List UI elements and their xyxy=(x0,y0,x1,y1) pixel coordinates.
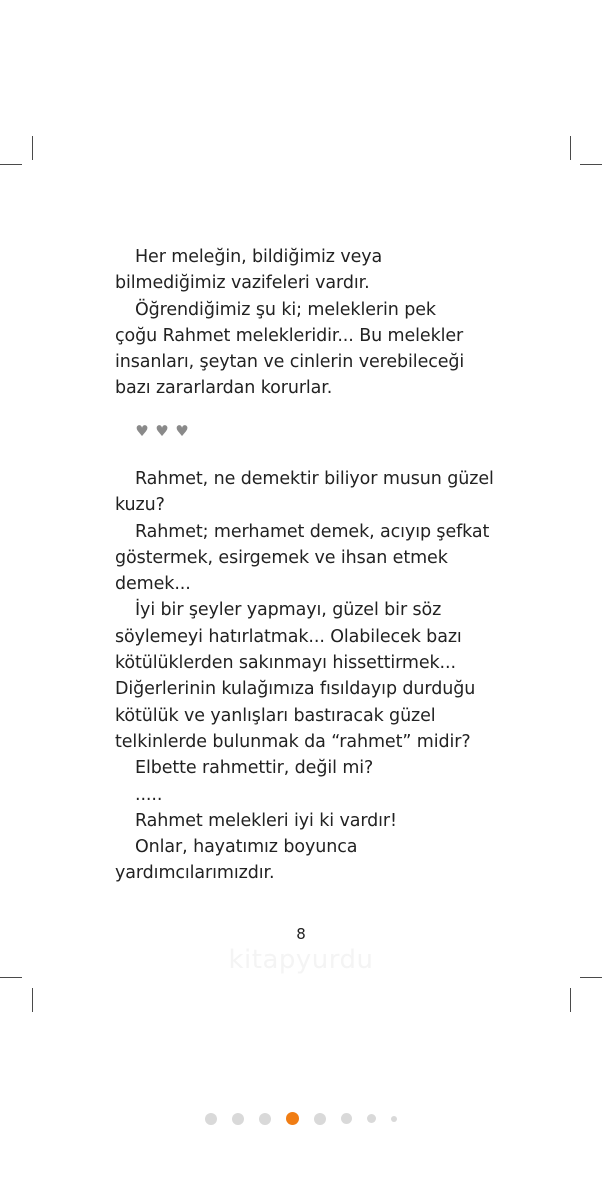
text-line: yardımcılarımızdır. xyxy=(115,863,275,884)
crop-mark-bottom-left-horizontal xyxy=(0,977,22,978)
crop-mark-top-right-horizontal xyxy=(580,164,602,165)
text-line: bazı zararlardan korurlar. xyxy=(115,378,333,399)
page-dot-active[interactable] xyxy=(286,1112,299,1125)
page-dot[interactable] xyxy=(341,1113,352,1124)
crop-mark-bottom-left-vertical xyxy=(32,988,33,1012)
crop-mark-bottom-right-horizontal xyxy=(580,977,602,978)
text-line: kuzu? xyxy=(115,495,165,516)
text-line: Elbette rahmettir, değil mi? xyxy=(135,758,374,779)
page-dot[interactable] xyxy=(259,1113,271,1125)
text-line: Her meleğin, bildiğimiz veya xyxy=(135,247,383,267)
page-dot[interactable] xyxy=(232,1113,244,1125)
watermark: kitapyurdu xyxy=(228,945,374,975)
page-dot[interactable] xyxy=(391,1116,397,1122)
text-line: bilmediğimiz vazifeleri vardır. xyxy=(115,273,370,294)
paragraph-block-2 xyxy=(115,466,495,887)
heart-icon: ♥ xyxy=(135,422,149,440)
text-line: göstermek, esirgemek ve ihsan etmek xyxy=(115,547,448,568)
text-line: demek... xyxy=(115,574,191,595)
text-line: İyi bir şeyler yapmayı, güzel bir söz xyxy=(135,600,442,621)
page-dot[interactable] xyxy=(367,1114,376,1123)
separator-hearts xyxy=(134,423,190,439)
page-dot[interactable] xyxy=(205,1113,217,1125)
text-line: ..... xyxy=(135,784,163,805)
text-line: söylemeyi hatırlatmak... Olabilecek bazı xyxy=(115,626,462,647)
text-line: çoğu Rahmet melekleridir... Bu melekler xyxy=(115,325,464,346)
text-line: kötülük ve yanlışları bastıracak güzel xyxy=(115,705,436,726)
crop-mark-top-left-vertical xyxy=(32,136,33,160)
paragraph-block-1 xyxy=(115,244,495,402)
page-indicator[interactable] xyxy=(0,1112,602,1125)
heart-icon: ♥ xyxy=(175,422,189,440)
text-line: insanları, şeytan ve cinlerin verebileceği xyxy=(115,352,465,373)
text-line: Diğerlerinin kulağımıza fısıldayıp durduğu xyxy=(115,679,476,700)
text-line: Rahmet melekleri iyi ki vardır! xyxy=(135,810,397,831)
text-line: telkinlerde bulunmak da “rahmet” midir? xyxy=(115,731,471,752)
text-line: Öğrendiğimiz şu ki; meleklerin pek xyxy=(135,299,436,320)
text-line: Rahmet, ne demektir biliyor musun güzel xyxy=(135,469,494,489)
crop-mark-bottom-right-vertical xyxy=(570,988,571,1012)
crop-mark-top-right-vertical xyxy=(570,136,571,160)
page-number: 8 xyxy=(296,925,306,943)
heart-icon: ♥ xyxy=(155,422,169,440)
crop-mark-top-left-horizontal xyxy=(0,164,22,165)
text-line: Rahmet; merhamet demek, acıyıp şefkat xyxy=(135,521,490,542)
page-dot[interactable] xyxy=(314,1113,326,1125)
text-line: Onlar, hayatımız boyunca xyxy=(135,837,358,858)
text-line: kötülüklerden sakınmayı hissettirmek... xyxy=(115,653,456,674)
